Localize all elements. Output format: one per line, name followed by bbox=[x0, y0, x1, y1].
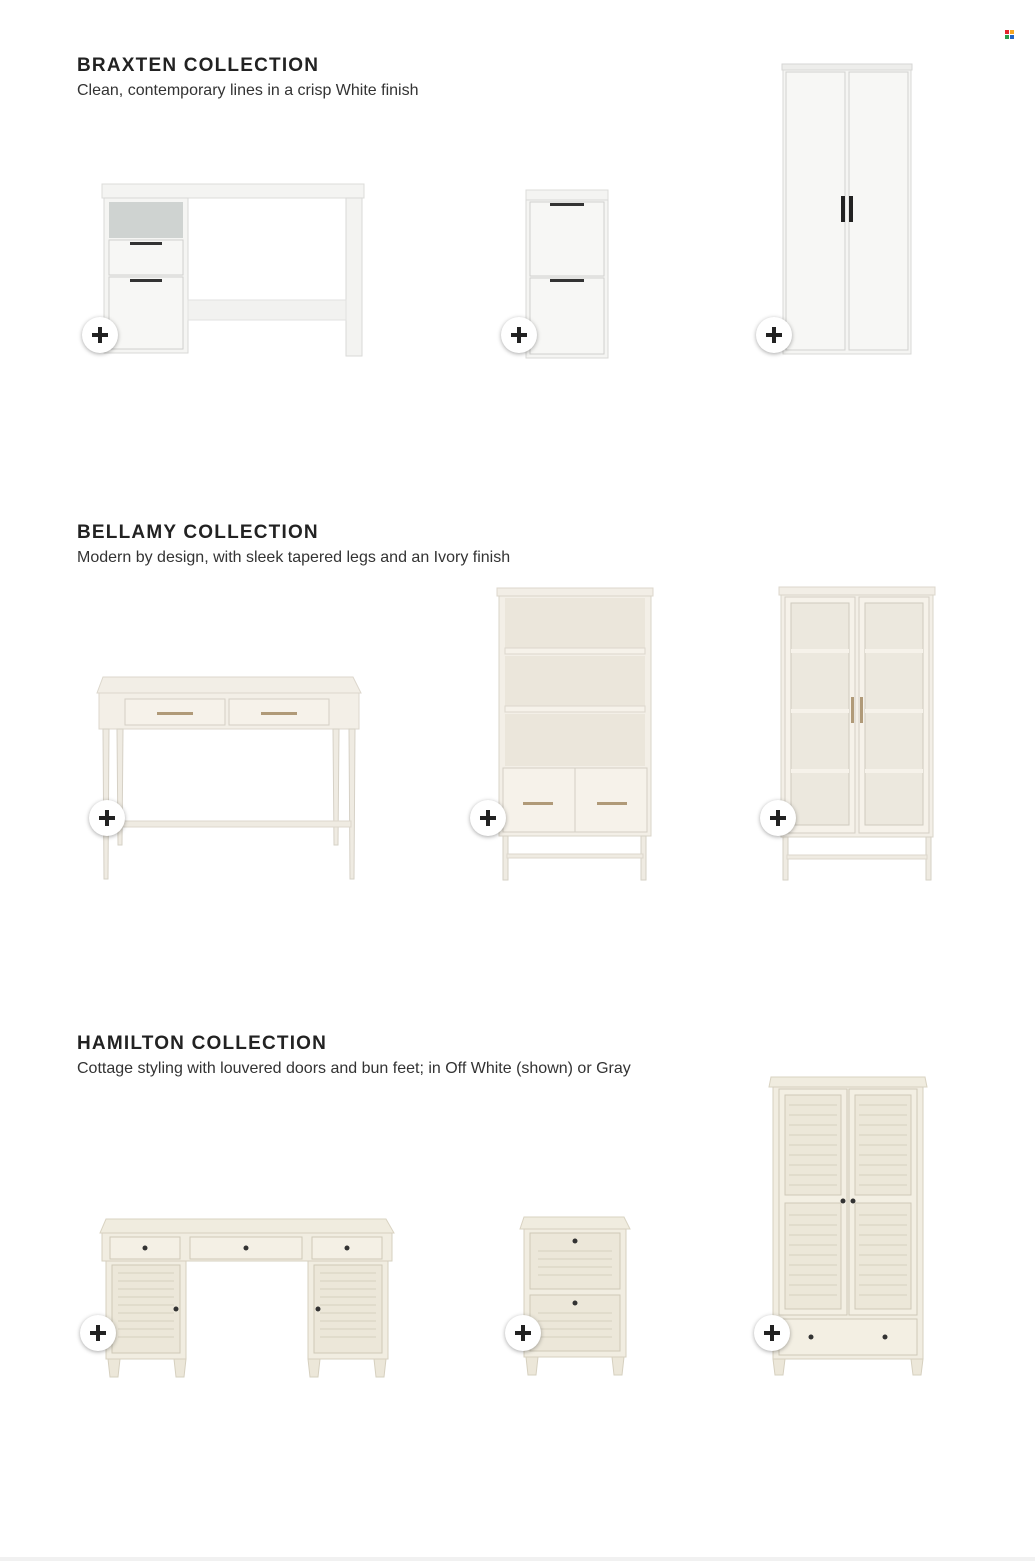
hamilton-armoire-add-button[interactable] bbox=[754, 1315, 790, 1351]
plus-icon bbox=[769, 809, 787, 827]
plus-icon bbox=[479, 809, 497, 827]
hamilton-desk-image bbox=[98, 1217, 396, 1379]
bellamy-title: BELLAMY COLLECTION bbox=[77, 522, 319, 543]
plus-icon bbox=[765, 326, 783, 344]
braxten-tall-cabinet-add-button[interactable] bbox=[756, 317, 792, 353]
bellamy-desk-image bbox=[95, 675, 365, 883]
hamilton-file-cabinet-image bbox=[518, 1215, 632, 1379]
page-footer-divider bbox=[0, 1557, 1035, 1561]
plus-icon bbox=[98, 809, 116, 827]
brand-logo-icon bbox=[1005, 30, 1014, 39]
plus-icon bbox=[514, 1324, 532, 1342]
braxten-tall-cabinet-image bbox=[780, 62, 914, 358]
braxten-subtitle: Clean, contemporary lines in a crisp White finish bbox=[77, 82, 419, 99]
bellamy-glass-cabinet-image bbox=[777, 585, 937, 882]
plus-icon bbox=[763, 1324, 781, 1342]
hamilton-subtitle: Cottage styling with louvered doors and bun feet; in Off White (shown) or Gray bbox=[77, 1060, 631, 1077]
bellamy-glass-cabinet-add-button[interactable] bbox=[760, 800, 796, 836]
bellamy-desk-add-button[interactable] bbox=[89, 800, 125, 836]
bellamy-subtitle: Modern by design, with sleek tapered legs and an Ivory finish bbox=[77, 549, 511, 566]
braxten-file-cabinet-add-button[interactable] bbox=[501, 317, 537, 353]
hamilton-desk-add-button[interactable] bbox=[80, 1315, 116, 1351]
hamilton-title: HAMILTON COLLECTION bbox=[77, 1033, 328, 1054]
hamilton-armoire-image bbox=[767, 1075, 929, 1379]
plus-icon bbox=[91, 326, 109, 344]
braxten-desk-add-button[interactable] bbox=[82, 317, 118, 353]
braxten-desk-image bbox=[100, 180, 370, 360]
plus-icon bbox=[510, 326, 528, 344]
hamilton-file-cabinet-add-button[interactable] bbox=[505, 1315, 541, 1351]
plus-icon bbox=[89, 1324, 107, 1342]
bellamy-bookcase-image bbox=[495, 586, 655, 882]
bellamy-bookcase-add-button[interactable] bbox=[470, 800, 506, 836]
braxten-title: BRAXTEN COLLECTION bbox=[77, 55, 320, 76]
